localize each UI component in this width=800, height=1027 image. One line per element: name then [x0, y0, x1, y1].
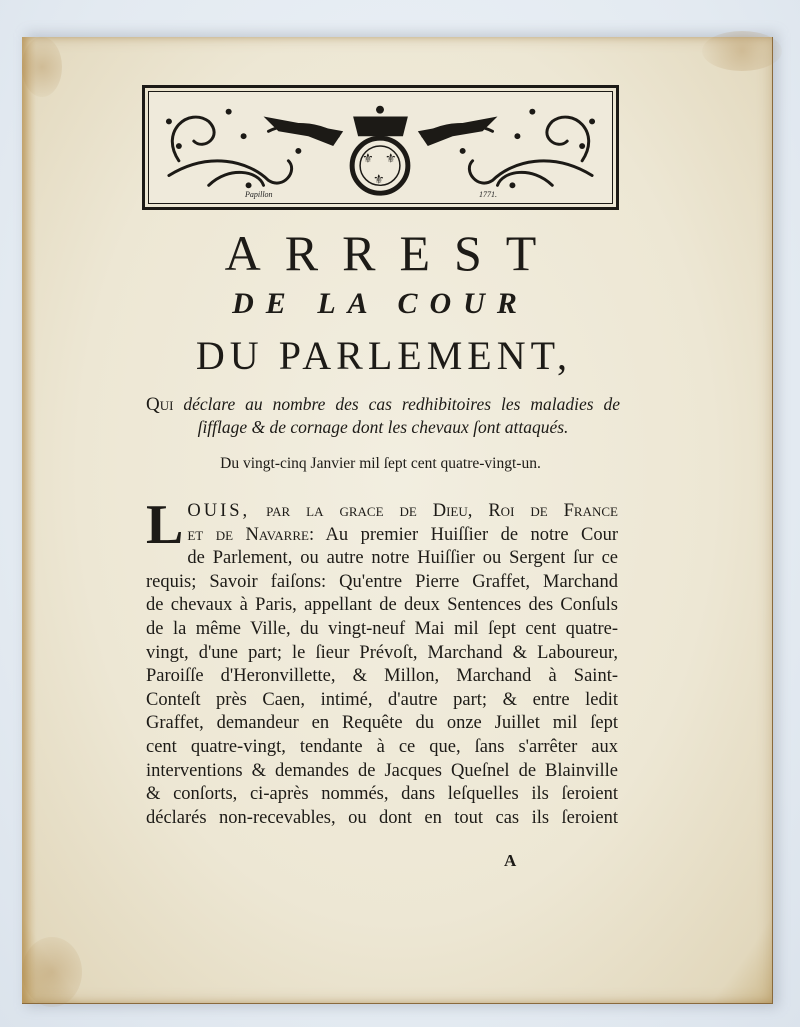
title-arrest: ARREST [224, 225, 561, 281]
subtitle-lead: Qui [146, 394, 174, 415]
body-line: Graffet, demandeur en Requête du onze Juillet mil ſept [146, 713, 618, 734]
foxing-stain [22, 37, 62, 97]
subtitle-summary [146, 393, 620, 438]
svg-text:⚜: ⚜ [362, 151, 374, 167]
opening-smallcaps: par la grace de Dieu, Roi de France [250, 501, 618, 521]
foxing-stain [702, 31, 782, 71]
ornamental-headpiece [142, 85, 619, 210]
engraver-signature: Papillon [245, 190, 273, 199]
body-line: interventions & demandes de Jacques Queſnel de Blainville [146, 760, 618, 781]
body-line: Paroiſſe d'Heronvillette, & Millon, Marchand à Saint- [146, 666, 618, 687]
body-line: & conſorts, ci-après nommés, dans leſquelles ils ſeroient [146, 784, 618, 805]
body-line: et de Navarre: Au premier Huiſſier de notre Cour [187, 524, 618, 545]
document-page [22, 37, 773, 1004]
title-du-parlement: DU PARLEMENT, [195, 333, 573, 378]
signature-mark: A [504, 851, 517, 870]
body-line: de Parlement, ou autre notre Huiſſier ou Sergent ſur ce [187, 548, 618, 569]
body-text [146, 494, 618, 830]
body-line: de chevaux à Paris, appellant de deux Sentences des Conſuls [146, 595, 618, 616]
opening-caps: OUIS, [187, 501, 251, 521]
title-de-la-cour: DE LA COUR [232, 287, 529, 320]
body-line: cent quatre-vingt, tendante à ce que, ſans s'arrêter aux [146, 736, 618, 757]
body-line: requis; Savoir faiſons: Qu'entre Pierre Graffet, Marchand [146, 571, 618, 592]
body-line: déclarés non-recevables, ou dont en tout cas ils ſeroient [146, 807, 618, 828]
drop-cap: L [146, 494, 184, 556]
body-line: Conteſt près Caen, intimé, d'autre part; & entre ledit [146, 689, 618, 710]
decree-date: Du vingt-cinq Janvier mil ſept cent quatre-vingt-un. [220, 455, 541, 472]
body-line [146, 500, 618, 524]
svg-text:⚜: ⚜ [384, 151, 397, 167]
body-line: de la même Ville, du vingt-neuf Mai mil ſept cent quatre- [146, 618, 618, 639]
foxing-stain [22, 937, 82, 1007]
svg-text:⚜: ⚜ [373, 172, 385, 188]
subtitle-text: déclare au nombre des cas redhibitoires les maladies de ſifflage & de cornage dont les chevaux ſont attaqués. [173, 394, 620, 437]
engraving-year: 1771. [479, 190, 497, 199]
royal-arms-icon [149, 92, 612, 203]
opening-smallcaps: et de Navarre: [187, 524, 315, 545]
body-line: vingt, d'une part; le ſieur Prévoſt, Marchand & Laboureur, [146, 642, 618, 663]
